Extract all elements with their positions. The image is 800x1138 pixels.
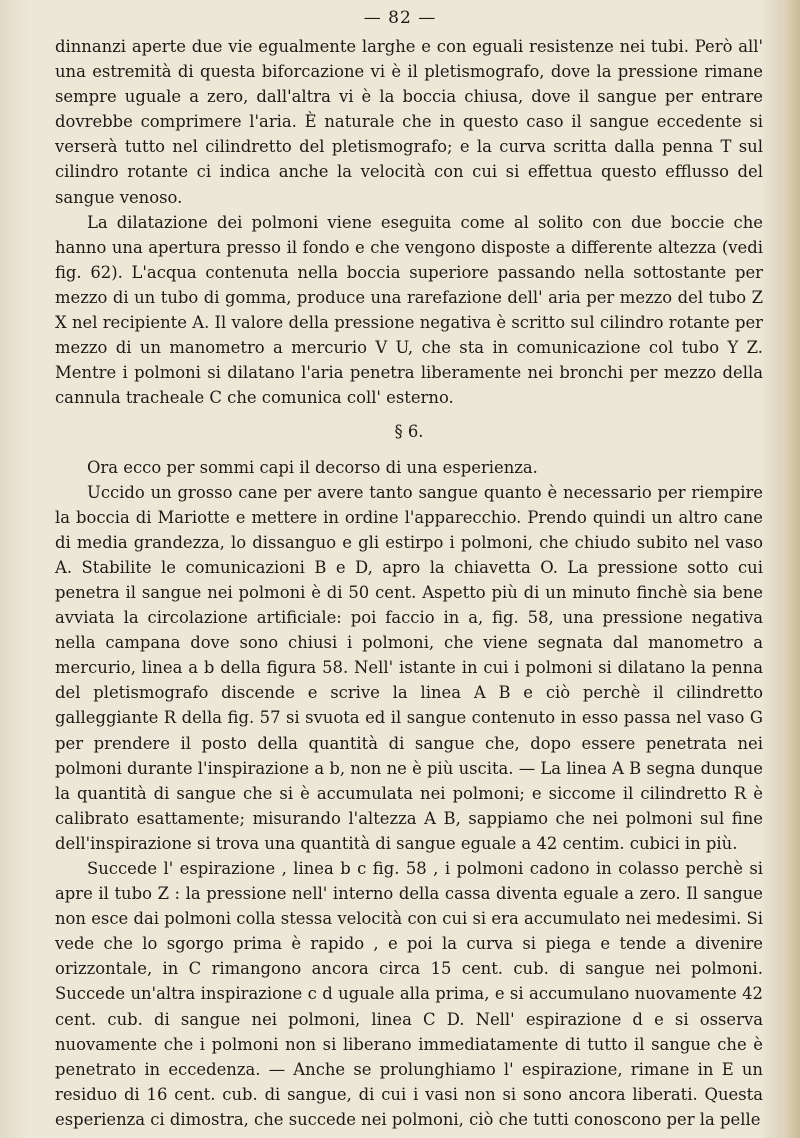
paragraph-3: Ora ecco per sommi capi il decorso di una esperienza. [87,457,538,477]
paragraph-2: La dilatazione dei polmoni viene eseguita come al solito con due boccie che hanno una apertura presso il fondo e che vengono disposte a differente altezza (vedi fig. 62). L'acqua contenuta nella boccia superiore passando nella sottostante per mezzo di un tubo di gomma, produce una rarefazione dell' aria per mezzo del tubo Z X nel recipiente A. Il valore della pressione negativa è scritto sul cilindro rotante per mezzo di un manometro a mercurio V U, che sta in comunicazione col tubo Y Z. Mentre i polmoni si dilatano l'aria penetra liberamente nei bronchi per mezzo della cannula tracheale C che comunica coll' esterno. [55,212,763,408]
page-number: — 82 — [363,8,437,28]
paragraph-1: dinnanzi aperte due vie egualmente larghe e con eguali resistenze nei tubi. Però all' una estremità di questa biforcazione vi è il pletismografo, dove la pressione rimane sempre uguale a zero, dall'altra vi è la boccia chiusa, dove il sangue per entrare dovrebbe comprimere l'aria. È naturale che in questo caso il sangue eccedente si verserà tutto nel cilindretto del pletismografo; e la curva scritta dalla penna T sul cilindro rotante ci indica anche la velocità con cui si effettua questo efflusso del sangue venoso. [55,37,763,207]
paragraph-4: Uccido un grosso cane per avere tanto sangue quanto è necessario per riempire la boccia di Mariotte e mettere in ordine l'apparecchio. Prendo quindi un altro cane di media grandezza, lo dissanguo e gli estirpo i polmoni, che chiudo subito nel vaso A. Stabilite le comunicazioni B e D, apro la chiavetta O. La pressione sotto cui penetra il sangue nei polmoni è di 50 cent. Aspetto più di un minuto finchè sia bene avviata la circolazione artificiale: poi faccio in a, fig. 58, una pressione negativa nella campana dove sono chiusi i polmoni, che viene segnata dal manometro a mercurio, linea a b della figura 58. Nell' istante in cui i polmoni si dilatano la penna del pletismografo discende e scrive la linea A B e ciò perchè il cilindretto galleggiante R della fig. 57 si svuota ed il sangue contenuto in esso passa nel vaso G per prendere il posto della quantità di sangue che, dopo essere penetrata nei polmoni durante l'inspirazione a b, non ne è più uscita. — La linea A B segna dunque la quantità di sangue che si è accumulata nei polmoni; e siccome il cilindretto R è calibrato esattamente; misurando l'altezza A B, sappiamo che nei polmoni sul fine dell'inspirazione si trova una quantità di sangue eguale a 42 centim. cubici in più. [55,482,763,853]
page-edge-shadow [782,0,800,1138]
section-heading: § 6. [394,422,424,442]
page-body [55,34,763,1132]
paragraph-5: Succede l' espirazione , linea b c fig. 58 , i polmoni cadono in colasso perchè si apre il tubo Z : la pressione nell' interno della cassa diventa eguale a zero. Il sangue non esce dai polmoni colla stessa velocità con cui si era accumulato nei medesimi. Si vede che lo sgorgo prima è rapido , e poi la curva si piega e tende a divenire orizzontale, in C rimangono ancora circa 15 cent. cub. di sangue nei polmoni. Succede un'altra inspirazione c d uguale alla prima, e si accumulano nuovamente 42 cent. cub. di sangue nei polmoni, linea C D. Nell' espirazione d e si osserva nuovamente che i polmoni non si liberano immediatamente di tutto il sangue che è penetrato in eccedenza. — Anche se prolunghiamo l' espirazione, rimane in E un residuo di 16 cent. cub. di sangue, di cui i vasi non si sono ancora liberati. Questa esperienza ci dimostra, che succede nei polmoni, ciò che tutti conoscono per la pelle [55,859,763,1129]
